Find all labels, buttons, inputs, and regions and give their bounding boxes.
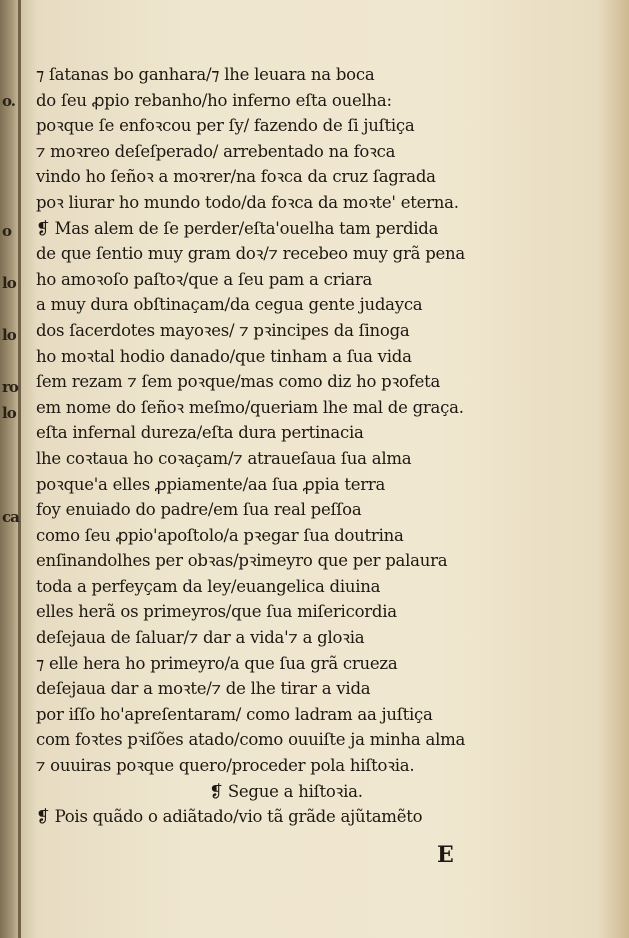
text-line: ❡ Mas alem de ſe perder/eſta'ouelha tam perdida [36, 218, 439, 238]
text-line: ⁊ ouuiras poꝛque quero/proceder pola hiſtoꝛia. [36, 756, 415, 776]
margin-number: lo [2, 274, 16, 292]
signature-mark: E [437, 842, 454, 868]
text-line: ſem rezam ⁊ ſem poꝛque/mas como diz ho pꝛofeta [36, 372, 441, 392]
margin-number: ro [2, 378, 18, 396]
margin-number: o [2, 222, 12, 240]
margin-number: lo [2, 326, 16, 344]
text-line: vindo ho ſeñoꝛ a moꝛrer/na foꝛca da cruz ſagrada [36, 167, 436, 187]
text-line: eſta infernal dureza/eſta dura pertinacia [36, 423, 364, 443]
text-line: poꝛ liurar ho mundo todo/da foꝛca da moꝛte' eterna. [36, 192, 459, 212]
text-line: como ſeu ꝓpio'apoſtolo/a pꝛegar ſua doutrina [36, 525, 404, 545]
section-heading: ❡ Segue a hiſtoꝛia. [209, 781, 363, 801]
text-line: deſejaua de ſaluar/⁊ dar a vida'⁊ a gloꝛia [36, 628, 365, 648]
text-line: ⁊ elle hera ho primeyro/a que ſua grã crueza [36, 653, 398, 673]
binding-gutter [0, 0, 20, 938]
text-line: poꝛque'a elles ꝓpiamente/aa ſua ꝓpia terra [36, 474, 386, 494]
margin-number: lo [2, 404, 16, 422]
margin-number: o. [2, 92, 15, 110]
text-line: a muy dura obſtinaçam/da cegua gente judayca [36, 295, 423, 315]
poem-text-block [36, 62, 596, 830]
text-line: foy enuiado do padre/em ſua real peſſoa [36, 500, 362, 520]
text-line: dos ſacerdotes mayoꝛes/ ⁊ pꝛincipes da ſinoga [36, 320, 410, 340]
binding-edge [18, 0, 21, 938]
margin-number: ca [2, 508, 19, 526]
text-line: deſejaua dar a moꝛte/⁊ de lhe tirar a vida [36, 679, 371, 699]
text-line: enſinandolhes per obꝛas/pꝛimeyro que per palaura [36, 551, 448, 571]
text-line: ⁊ moꝛreo deſeſperado/ arrebentado na foꝛca [36, 141, 396, 161]
text-line: com foꝛtes pꝛiſões atado/como ouuiſte ja minha alma [36, 730, 466, 750]
text-line: do ſeu ꝓpio rebanho/ho inferno eſta ouelha: [36, 90, 392, 110]
text-line: de que ſentio muy gram doꝛ/⁊ recebeo muy grã pena [36, 244, 466, 264]
text-line: lhe coꝛtaua ho coꝛaçam/⁊ atraueſaua ſua alma [36, 448, 412, 468]
text-line: toda a perfeyçam da ley/euangelica diuina [36, 576, 381, 596]
text-line: por iſſo ho'apreſentaram/ como ladram aa juſtiça [36, 704, 433, 724]
text-line: ho amoꝛoſo paſtoꝛ/que a ſeu pam a criara [36, 269, 373, 289]
text-line: poꝛque ſe enfoꝛcou per ſy/ fazendo de ſi juſtiça [36, 116, 415, 136]
text-line: ❡ Pois quãdo o adiãtado/vio tã grãde ajũtamẽto [36, 807, 423, 827]
text-line: ⁊ ſatanas bo ganhara/⁊ lhe leuara na boca [36, 65, 375, 84]
text-line: elles herã os primeyros/que ſua miſericordia [36, 602, 397, 622]
text-line: em nome do ſeñoꝛ meſmo/queriam lhe mal de graça. [36, 397, 464, 417]
text-line: ho moꝛtal hodio danado/que tinham a ſua vida [36, 346, 412, 366]
